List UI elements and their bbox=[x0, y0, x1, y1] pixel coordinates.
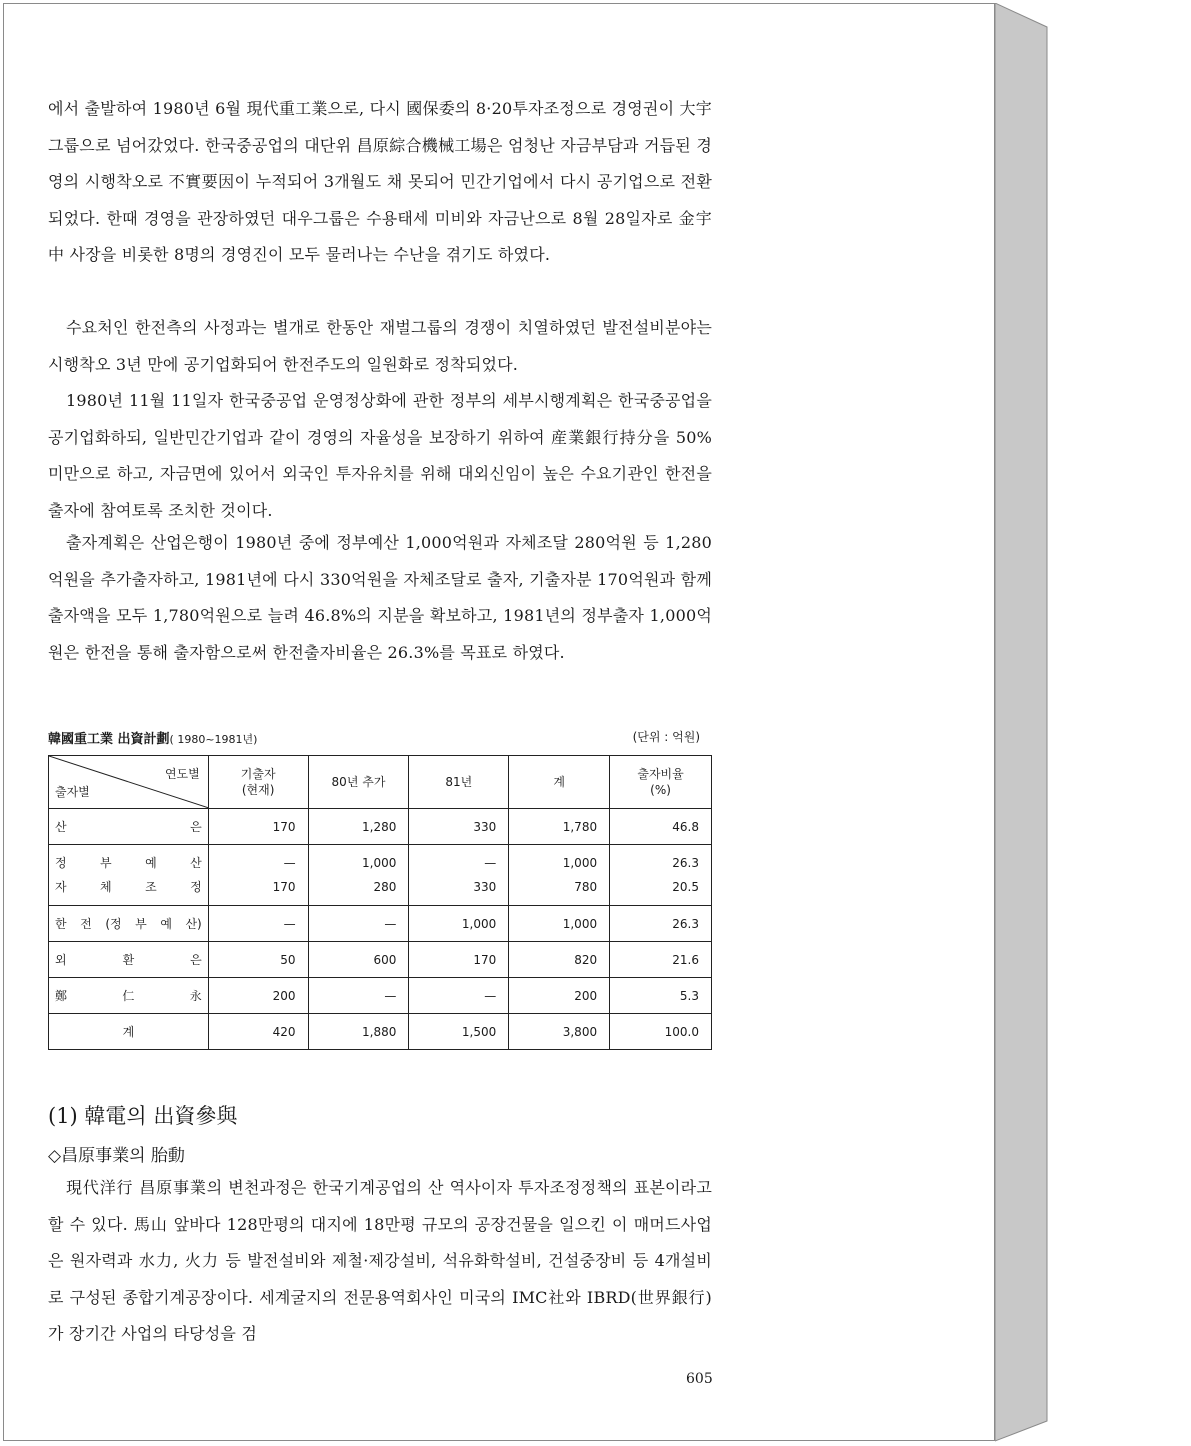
cell: 1,780 bbox=[509, 809, 610, 845]
col-header-ratio bbox=[610, 756, 712, 809]
table-unit: (단위 : 억원) bbox=[632, 730, 700, 744]
paragraph-1: 에서 출발하여 1980년 6월 現代重工業으로, 다시 國保委의 8·20투자조정으로 경영권이 大宇그룹으로 넘어갔었다. 한국중공업의 대단위 昌原綜合機械工場은 엄청난 자금부담과 거듭된 경영의 시행착오로 不實要因이 누적되어 3개월도 채 못되어 민간기업에서 다시 공기업으로 전환되었다. 한때 경영을 관장하였던 대우그룹은 수용태세 미비와 자금난으로 8월 28일자로 金宇中 사장을 비롯한 8명의 경영진이 모두 물러나는 수난을 겪기도 하였다. bbox=[48, 99, 712, 265]
cell: — bbox=[208, 906, 308, 942]
cell: — 330 bbox=[409, 845, 509, 906]
section-title: (1) 韓電의 出資參與 bbox=[48, 1104, 238, 1128]
diagonal-line bbox=[49, 756, 209, 808]
col-header-existing-line2: (현재) bbox=[241, 783, 275, 797]
table-row bbox=[49, 906, 712, 942]
col-header-80-additional: 80년 추가 bbox=[308, 756, 409, 809]
sub-title: ◇昌原事業의 胎動 bbox=[48, 1146, 185, 1166]
document-page bbox=[3, 3, 995, 1441]
table-row bbox=[49, 845, 712, 906]
row-label-keb: 외 환 은 bbox=[49, 942, 209, 978]
row-label-chung: 鄭 仁 永 bbox=[49, 978, 209, 1014]
row-label-budget-self: 정 부 예 산 자 체 조 정 bbox=[49, 845, 209, 906]
table-row bbox=[49, 809, 712, 845]
page-number: 605 bbox=[686, 1371, 713, 1387]
cell: — bbox=[308, 906, 409, 942]
cell: 3,800 bbox=[509, 1014, 610, 1050]
col-header-ratio-line1: 출자비율 bbox=[637, 767, 684, 781]
table-period: ( 1980~1981년) bbox=[169, 733, 258, 746]
paragraph-5: 現代洋行 昌原事業의 변천과정은 한국기계공업의 산 역사이자 투자조정정책의 표본이라고 할 수 있다. 馬山 앞바다 128만평의 대지에 18만평 규모의 공장건물을 일으킨 이 매머드사업은 원자력과 水力, 火力 등 발전설비와 제철·제강설비, 석유화학설비, 건설중장비 등 4개설비로 구성된 종합기계공장이다. 세계굴지의 전문용역회사인 미국의 IMC社와 IBRD(世界銀行)가 장기간 사업의 타당성을 검 bbox=[48, 1178, 712, 1344]
cell: 100.0 bbox=[610, 1014, 712, 1050]
cell: 26.3 20.5 bbox=[610, 845, 712, 906]
row-label-kdb: 산 은 bbox=[49, 809, 209, 845]
cell: 330 bbox=[409, 809, 509, 845]
cell: 420 bbox=[208, 1014, 308, 1050]
cell: 600 bbox=[308, 942, 409, 978]
col-header-81: 81년 bbox=[409, 756, 509, 809]
table-header-row bbox=[49, 756, 712, 809]
cell: — bbox=[409, 978, 509, 1014]
cell: 820 bbox=[509, 942, 610, 978]
header-year-label: 연도별 bbox=[164, 767, 200, 781]
cell: 200 bbox=[509, 978, 610, 1014]
cell: 1,000 280 bbox=[308, 845, 409, 906]
cell: 170 bbox=[409, 942, 509, 978]
cell: 26.3 bbox=[610, 906, 712, 942]
table-corner-header bbox=[49, 756, 209, 809]
cell: 1,280 bbox=[308, 809, 409, 845]
investment-table bbox=[48, 755, 712, 1050]
cell: 200 bbox=[208, 978, 308, 1014]
row-label-total: 계 bbox=[49, 1014, 209, 1050]
paragraph-3: 1980년 11월 11일자 한국중공업 운영정상화에 관한 정부의 세부시행계획은 한국중공업을 공기업화하되, 일반민간기업과 같이 경영의 자율성을 보장하기 위하여 産業銀行持分을 50%미만으로 하고, 자금면에 있어서 외국인 투자유치를 위해 대외신임이 높은 수요기관인 한전을 출자에 참여토록 조치한 것이다. bbox=[48, 391, 712, 520]
table-row bbox=[49, 942, 712, 978]
table-row-total bbox=[49, 1014, 712, 1050]
cell: 170 bbox=[208, 809, 308, 845]
cell: 1,000 bbox=[409, 906, 509, 942]
cell: 5.3 bbox=[610, 978, 712, 1014]
cell: 21.6 bbox=[610, 942, 712, 978]
table-caption bbox=[48, 728, 712, 747]
table-title: 韓國重工業 出資計劃 bbox=[48, 732, 170, 747]
cell: 1,000 780 bbox=[509, 845, 610, 906]
row-label-kepco: 한 전 (정 부 예 산) bbox=[49, 906, 209, 942]
col-header-total: 계 bbox=[509, 756, 610, 809]
cell: 1,000 bbox=[509, 906, 610, 942]
cell: — 170 bbox=[208, 845, 308, 906]
paragraph-2: 수요처인 한전측의 사정과는 별개로 한동안 재벌그룹의 경쟁이 치열하였던 발전설비분야는 시행착오 3년 만에 공기업화되어 한전주도의 일원화로 정착되었다. bbox=[48, 318, 712, 374]
cell: 1,880 bbox=[308, 1014, 409, 1050]
cell: 50 bbox=[208, 942, 308, 978]
header-by-label: 출자별 bbox=[55, 785, 90, 799]
col-header-existing-line1: 기출자 bbox=[240, 767, 276, 781]
cell: 46.8 bbox=[610, 809, 712, 845]
paragraph-4: 출자계획은 산업은행이 1980년 중에 정부예산 1,000억원과 자체조달 280억원 등 1,280억원을 추가출자하고, 1981년에 다시 330억원을 자체조달로 출자, 기출자분 170억원과 함께 출자액을 모두 1,780억원으로 늘려 46.8%의 지분을 확보하고, 1981년의 정부출자 1,000억원은 한전을 통해 출자함으로써 한전출자비율은 26.3%를 목표로 하였다. bbox=[48, 533, 712, 662]
book-edge bbox=[995, 3, 1055, 1443]
col-header-ratio-line2: (%) bbox=[650, 783, 671, 797]
table-row bbox=[49, 978, 712, 1014]
cell: 1,500 bbox=[409, 1014, 509, 1050]
col-header-existing bbox=[208, 756, 308, 809]
cell: — bbox=[308, 978, 409, 1014]
